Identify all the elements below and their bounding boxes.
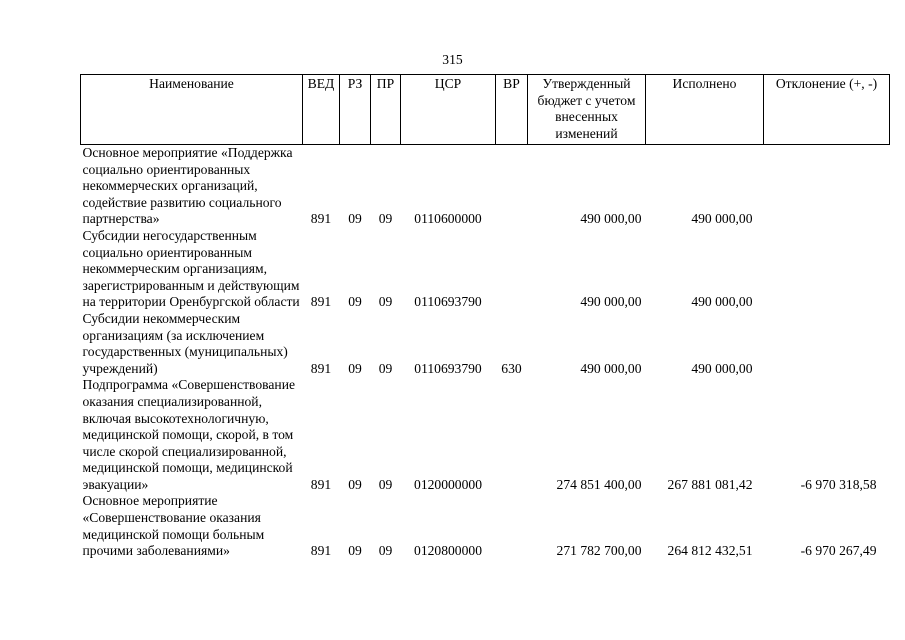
row-name: Субсидии негосударственным социально ориентированным некоммерческим организациям, зарегистрированным и действующим на территории Оренбургской области — [82, 227, 300, 310]
row-vr — [496, 228, 528, 311]
row-executed: 490 000,00 — [691, 211, 753, 227]
row-executed: 490 000,00 — [691, 294, 753, 310]
header-ved: ВЕД — [303, 75, 340, 145]
table-row — [81, 228, 890, 311]
row-approved: 274 851 400,00 — [556, 476, 642, 492]
row-pr: 09 — [378, 543, 393, 559]
row-pr: 09 — [378, 294, 393, 310]
row-name: Субсидии некоммерческим организациям (за исключением государственных (муниципальных) учреждений) — [82, 310, 288, 376]
header-deviation: Отклонение (+, -) — [764, 75, 890, 145]
header-approved: Утвержденный бюджет с учетом внесенных изменений — [528, 75, 646, 145]
row-pr: 09 — [378, 211, 393, 227]
row-name: Основное мероприятие «Совершенствование оказания медицинской помощи больным прочими заболеваниями» — [82, 493, 265, 559]
row-name: Основное мероприятие «Поддержка социально ориентированных некоммерческих организаций, содействие развитию социального партнерства» — [82, 145, 293, 227]
row-rz: 09 — [348, 476, 362, 492]
row-deviation — [764, 228, 890, 311]
budget-table — [80, 74, 890, 560]
row-ved: 891 — [310, 476, 332, 492]
row-csr: 0110600000 — [414, 211, 482, 227]
row-rz: 09 — [348, 543, 362, 559]
row-approved: 490 000,00 — [580, 211, 642, 227]
header-row — [81, 75, 890, 145]
row-csr: 0120800000 — [414, 543, 482, 559]
table-row — [81, 311, 890, 377]
header-name: Наименование — [81, 75, 303, 145]
row-csr: 0120000000 — [414, 476, 482, 492]
row-deviation: -6 970 318,58 — [800, 476, 877, 492]
row-executed: 267 881 081,42 — [667, 476, 753, 492]
row-rz: 09 — [348, 211, 362, 227]
table-row — [81, 493, 890, 559]
table-row — [81, 145, 890, 228]
header-csr: ЦСР — [401, 75, 496, 145]
row-vr — [496, 377, 528, 493]
row-approved: 271 782 700,00 — [556, 543, 642, 559]
row-vr — [496, 145, 528, 228]
row-ved: 891 — [310, 543, 332, 559]
row-csr: 0110693790 — [414, 360, 482, 376]
header-vr: ВР — [496, 75, 528, 145]
header-pr: ПР — [371, 75, 401, 145]
row-vr: 630 — [501, 360, 522, 376]
row-ved: 891 — [310, 294, 332, 310]
row-pr: 09 — [378, 360, 393, 376]
row-approved: 490 000,00 — [580, 294, 642, 310]
row-deviation — [764, 145, 890, 228]
row-ved: 891 — [310, 211, 332, 227]
row-rz: 09 — [348, 360, 362, 376]
row-vr — [496, 493, 528, 559]
row-executed: 490 000,00 — [691, 360, 753, 376]
row-csr: 0110693790 — [414, 294, 482, 310]
row-approved: 490 000,00 — [580, 360, 642, 376]
row-executed: 264 812 432,51 — [667, 543, 753, 559]
row-rz: 09 — [348, 294, 362, 310]
row-pr: 09 — [378, 476, 393, 492]
row-name: Подпрограмма «Совершенствование оказания специализированной, включая высокотехнологичную, медицинской помощи, скорой, в том числе скорой специализированной, медицинской помощи, медицинской эвакуации» — [82, 377, 296, 492]
page-number: 315 — [442, 52, 463, 67]
row-deviation — [764, 311, 890, 377]
row-ved: 891 — [310, 360, 332, 376]
header-executed: Исполнено — [646, 75, 764, 145]
table-row — [81, 377, 890, 493]
header-rz: РЗ — [340, 75, 371, 145]
row-deviation: -6 970 267,49 — [800, 543, 877, 559]
